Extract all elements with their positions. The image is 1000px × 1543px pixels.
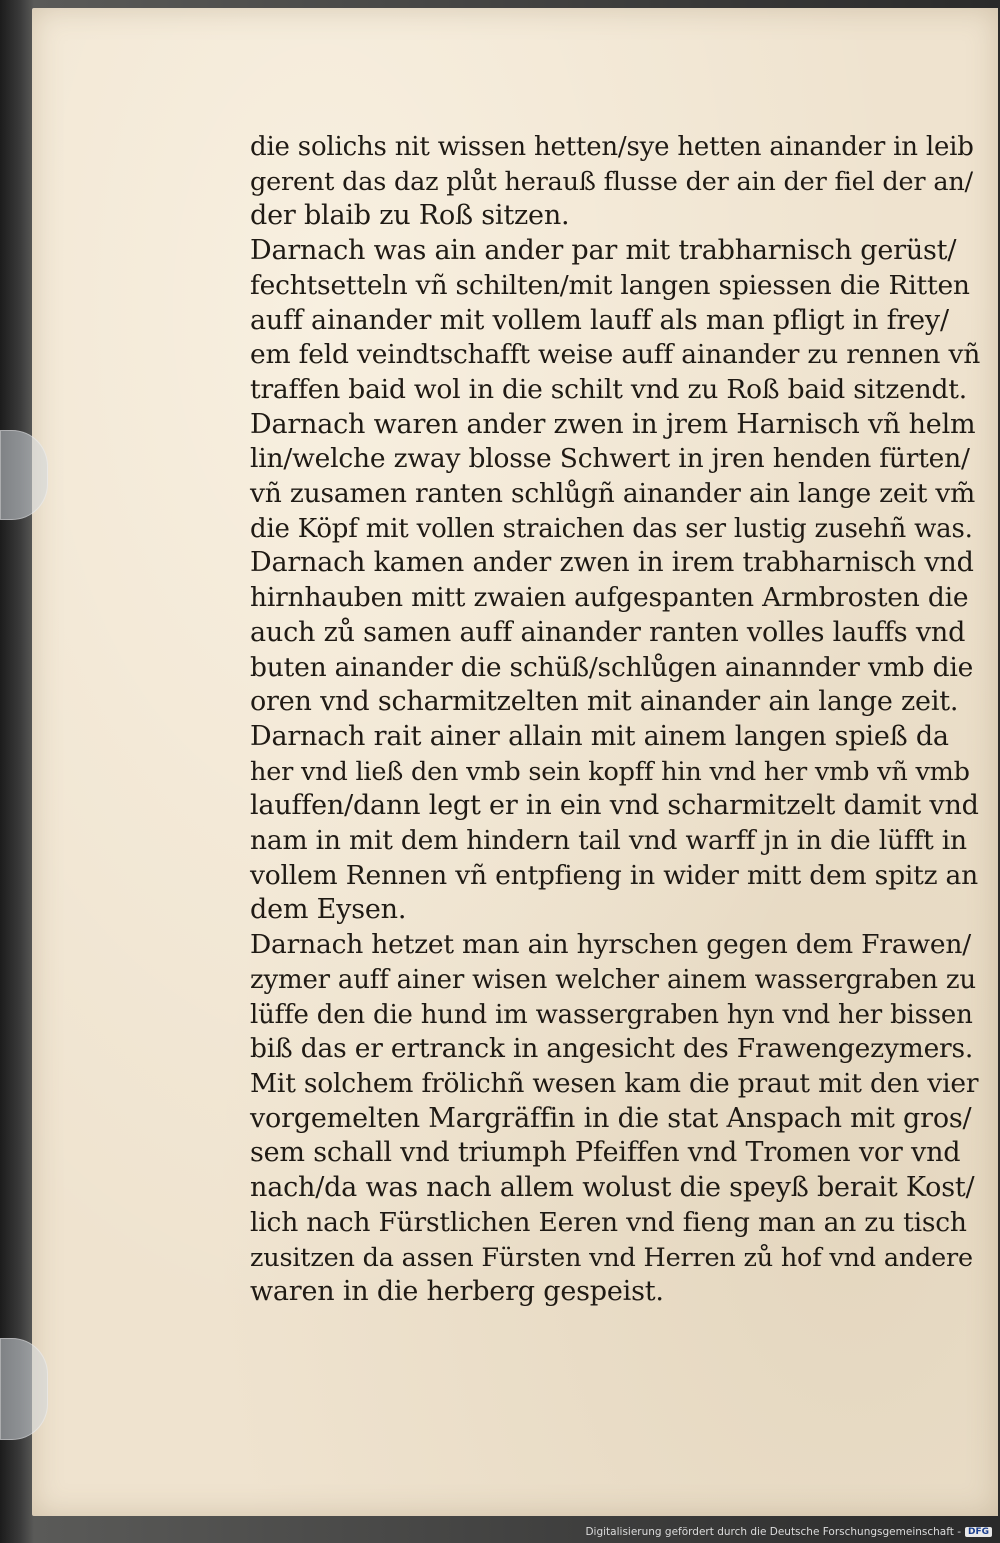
dfg-logo-icon: DFG: [965, 1527, 992, 1537]
text-line: lauffen/dann legt er in ein vnd scharmitzelt damit vnd: [250, 790, 979, 822]
text-line: die Köpf mit vollen straichen das ser lustig zusehñ was.: [250, 513, 973, 544]
text-line: dem Eysen.: [250, 894, 407, 926]
text-line: gerent das daz plůt herauß flusse der ain der fiel der an/: [250, 166, 973, 197]
text-line: fechtsetteln vñ schilten/mit langen spiessen die Ritten: [250, 269, 970, 301]
text-line: vollem Rennen vñ entpfieng in wider mitt dem spitz an: [250, 859, 979, 891]
text-line: nam in mit dem hindern tail vnd warff jn in die lüfft in: [250, 825, 967, 857]
text-line: zusitzen da assen Fürsten vnd Herren zů hof vnd andere: [250, 1242, 973, 1273]
page-text: [250, 130, 980, 1310]
text-line: nach/da was nach allem wolust die speyß berait Kost/: [250, 1172, 975, 1204]
text-line: sem schall vnd triumph Pfeiffen vnd Tromen vor vnd: [250, 1137, 961, 1169]
text-line: em feld veindtschafft weise auff ainander zu rennen vñ: [250, 339, 981, 371]
text-line: vorgemelten Margräffin in die stat Anspach mit gros/: [250, 1102, 972, 1134]
text-line: biß das er ertranck in angesicht des Frawengezymers.: [250, 1033, 974, 1065]
text-line: waren in die herberg gespeist.: [250, 1276, 664, 1308]
text-line: oren vnd scharmitzelten mit ainander ain lange zeit.: [250, 686, 959, 718]
text-line: zymer auff ainer wisen welcher ainem wassergraben zu: [250, 964, 976, 995]
text-line: Darnach waren ander zwen in jrem Harnisch vñ helm: [250, 408, 976, 440]
text-line: lich nach Fürstlichen Eeren vnd fieng man an zu tisch: [250, 1206, 967, 1238]
text-line: hirnhauben mitt zwaien aufgespanten Armbrosten die: [250, 582, 969, 614]
text-line: Darnach was ain ander par mit trabharnisch gerüst/: [250, 235, 957, 267]
text-line: buten ainander die schüß/schlůgen ainannder vmb die: [250, 651, 974, 683]
text-line: her vnd ließ den vmb sein kopff hin vnd her vmb vñ vmb: [250, 756, 970, 787]
text-line: die solichs nit wissen hetten/sye hetten ainander in leib: [250, 132, 974, 162]
text-line: der blaib zu Roß sitzen.: [250, 200, 570, 232]
text-line: Darnach rait ainer allain mit ainem langen spieß da: [250, 720, 949, 752]
digitization-credit: [585, 1524, 992, 1540]
text-line: vñ zusamen ranten schlůgñ ainander ain lange zeit vm̃: [250, 478, 976, 510]
text-line: Mit solchem frölichñ wesen kam die praut mit den vier: [250, 1067, 979, 1099]
text-line: Darnach kamen ander zwen in irem trabharnisch vnd: [250, 547, 974, 579]
text-line: traffen baid wol in die schilt vnd zu Roß baid sitzendt.: [250, 373, 967, 405]
text-line: lüffe den die hund im wassergraben hyn vnd her bissen: [250, 999, 973, 1030]
credit-text: Digitalisierung gefördert durch die Deutsche Forschungsgemeinschaft -: [585, 1526, 961, 1538]
page-clip-bottom: [0, 1338, 48, 1440]
text-line: auff ainander mit vollem lauff als man pfligt in frey/: [250, 304, 949, 336]
text-line: Darnach hetzet man ain hyrschen gegen dem Frawen/: [250, 929, 971, 961]
text-line: auch zů samen auff ainander ranten volles lauffs vnd: [250, 616, 966, 648]
book-page: [32, 8, 998, 1516]
text-line: lin/welche zway blosse Schwert in jren henden fürten/: [250, 443, 970, 475]
